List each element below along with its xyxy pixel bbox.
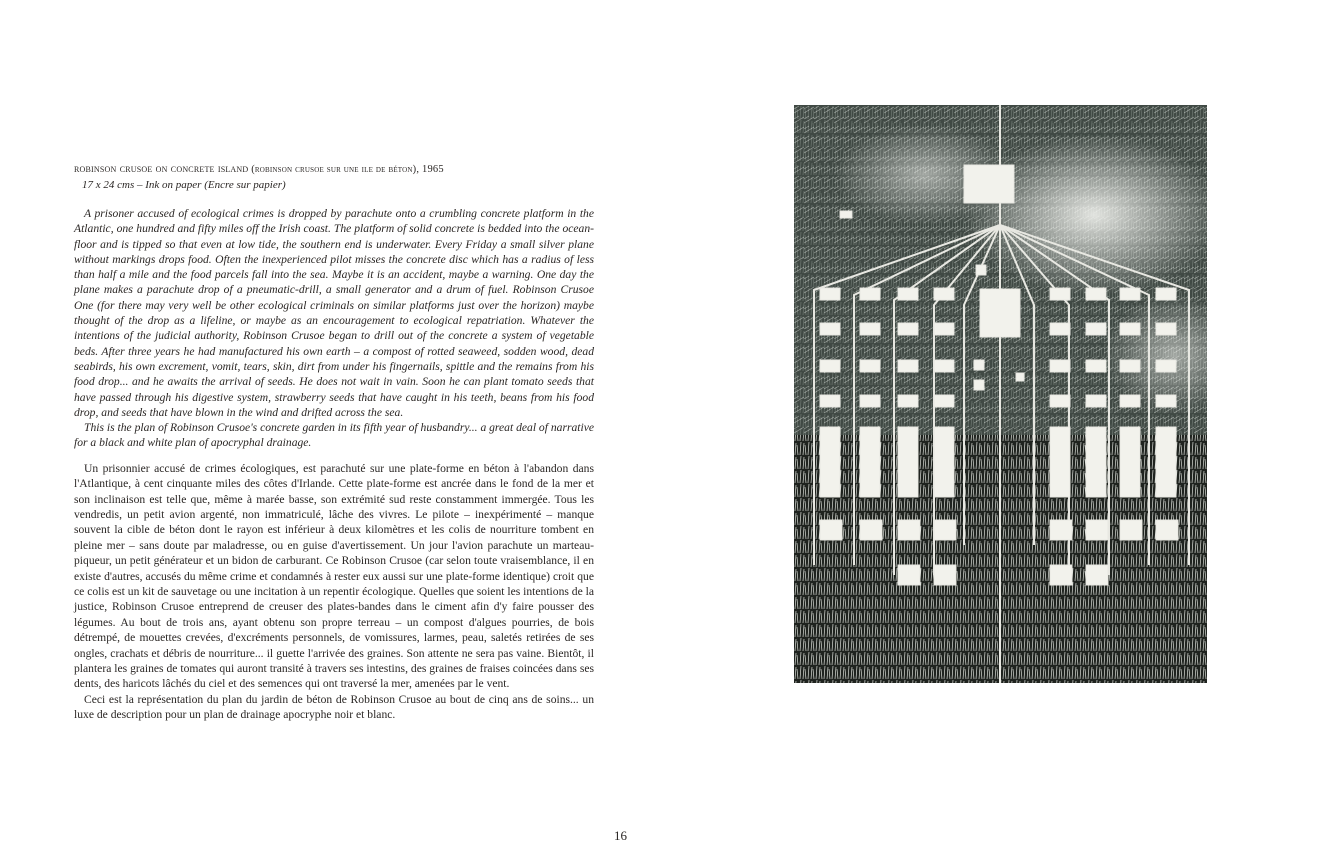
french-paragraph: Un prisonnier accusé de crimes écologiques, est parachuté sur une plate-forme en béton à l'abandon dans l'Atlantique, à cent cinquante miles des côtes d'Irlande. Cette plate-forme est ancrée dans le fond de la mer et son inclinaison est telle que, même à marée basse, son extrémité sud reste constamment immergée. Tous les vendredis, un petit avion argenté, non immatriculé, lâche des vivres. Le pilote – inexpérimenté – manque souvent la cible de béton dont le rayon est inférieur à deux kilomètres et les colis de nourriture tombent en pleine mer – sans doute par maladresse, ou en guise d'avertissement. Un jour l'avion parachute un marteau-piqueur, un petit générateur et un bidon de carburant. Ce Robinson Crusoe (car selon toute vraisemblance, il en existe d'autres, accusés du même crime et condamnés à rester eux aussi sur une plate-forme identique) croit que ce colis est un kit de sauvetage ou une incitation à un repentir écologique. Quelles que soient les intentions de la justice, Robinson Crusoe entreprend de creuser des plates-bandes dans le ciment afin d'y faire pousser des légumes. Au bout de trois ans, ayant obtenu son propre terreau – un compost d'algues pourries, de bois détrempé, de mouettes crevées, d'excréments personnels, de vomissures, larmes, peau, saletés retirées de ses ongles, crachats et débris de nourriture... il guette l'arrivée des graines. Son attente ne sera pas vaine. Bientôt, il plantera les graines de tomates qui auront transité à travers ses intestins, des graines de fraises coincées dans ses dents, des haricots lâchés du ciel et des semences qui ont traversé la mer, amenées par le vent. [74, 461, 594, 691]
english-paragraph: A prisoner accused of ecological crimes is dropped by parachute onto a crumbling concrete platform in the Atlantic, one hundred and fifty miles off the Irish coast. The platform of solid concrete is bedded into the ocean-floor and is tipped so that even at low tide, the southern end is underwater. Every Friday a small silver plane without markings drops food. Often the inexperienced pilot misses the concrete disc which has a radius of less than half a mile and the food parcels fall into the sea. Maybe it is an accident, maybe a warning. One day the plane makes a parachute drop of a pneumatic-drill, a small generator and a drum of fuel. Robinson Crusoe One (for there may very well be other ecological criminals on similar platforms just over the horizon) maybe thought of the drop as a lifeline, or maybe as an encouragement to ecological repatriation. Whatever the intentions of the judicial authority, Robinson Crusoe began to drill out of the concrete a system of vegetable beds. After three years he had manufactured his own earth – a compost of rotted seaweed, sodden wood, dead seabirds, his own excrement, vomit, tears, skin, dirt from under his fingernails, spittle and the remains from his food drop... and he awaits the arrival of seeds. He does not wait in vain. Soon he can plant tomato seeds that have passed through his digestive system, strawberry seeds that have caught in his teeth, beans from his food drop, and seeds that have blown in the wind and drifted across the sea. [74, 207, 594, 419]
title-main: robinson crusoe on concrete island [74, 161, 249, 175]
french-paragraph: Ceci est la représentation du plan du jardin de béton de Robinson Crusoe au bout de cinq ans de soins... un luxe de description pour un plan de drainage apocryphe noir et blanc. [74, 692, 594, 722]
caption-details: 17 x 24 cms – Ink on paper (Encre sur papier) [82, 179, 286, 191]
english-text [74, 206, 594, 451]
title-french: (robinson crusoe sur une ile de béton) [251, 164, 417, 175]
english-paragraph: This is the plan of Robinson Crusoe's concrete garden in its fifth year of husbandry... a great deal of narrative for a black and white plan of apocryphal drainage. [74, 421, 594, 450]
page-number: 16 [614, 828, 627, 843]
text-column [74, 160, 594, 723]
title-year: , 1965 [416, 164, 444, 175]
caption-title [74, 160, 594, 178]
french-text [74, 461, 594, 723]
artwork-illustration [794, 105, 1207, 683]
